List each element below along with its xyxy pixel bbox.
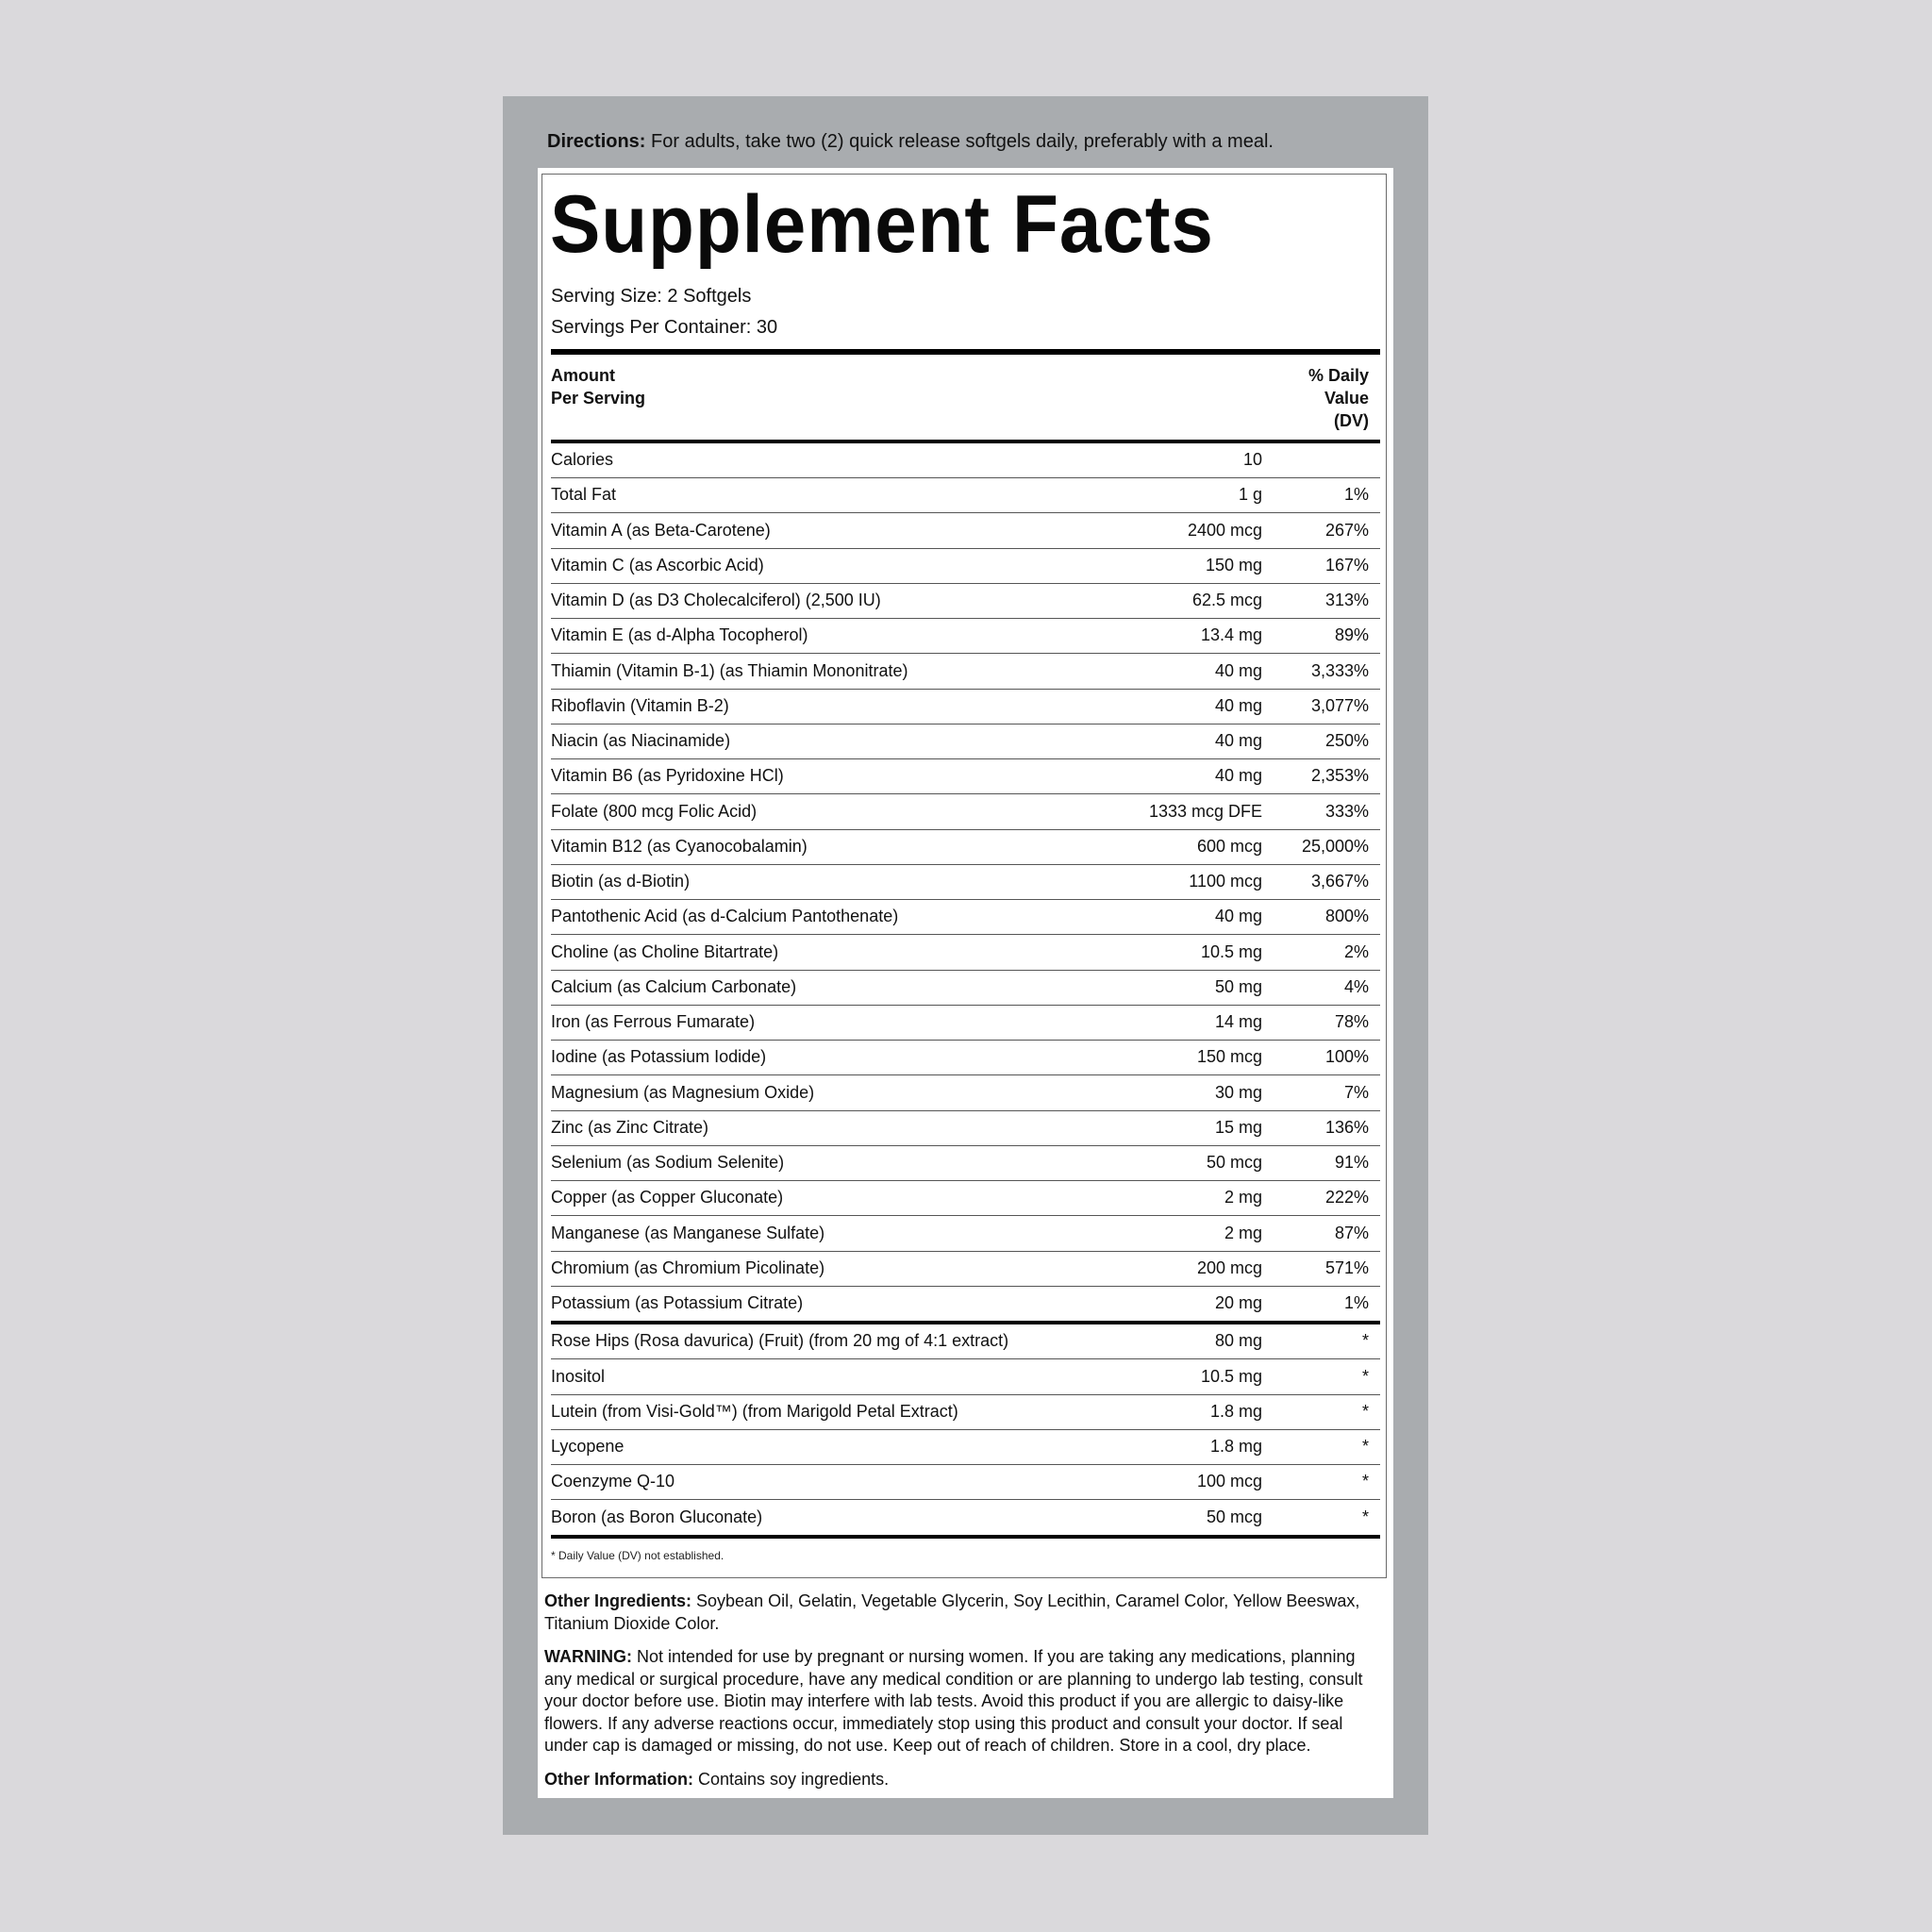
row-name: Calcium (as Calcium Carbonate)	[551, 976, 797, 996]
table-row	[551, 1041, 1380, 1075]
row-dv: 167%	[1324, 555, 1369, 575]
dv-header-line3: (DV)	[1334, 411, 1369, 430]
row-name: Rose Hips (Rosa davurica) (Fruit) (from 20 mg of 4:1 extract)	[551, 1331, 1009, 1351]
row-name: Iodine (as Potassium Iodide)	[551, 1047, 767, 1067]
row-name: Choline (as Choline Bitartrate)	[551, 941, 779, 961]
row-name: Manganese (as Manganese Sulfate)	[551, 1223, 825, 1242]
row-amount: 1 g	[1238, 485, 1262, 505]
table-row	[551, 724, 1380, 759]
table-row	[551, 1501, 1380, 1536]
amount-header-line2: Per Serving	[551, 389, 646, 408]
row-amount: 150 mg	[1205, 555, 1262, 575]
table-row	[551, 830, 1380, 865]
row-name: Niacin (as Niacinamide)	[551, 731, 731, 750]
other-information	[544, 1769, 1387, 1791]
warning-text: Not intended for use by pregnant or nursing women. If you are taking any medications, planning any medical or surgical procedure, have any medical condition or are planning to undergo lab testing, consult your doctor before use. Biotin may interfere with lab tests. Avoid this product if you are allergic to daisy-like flowers. If any adverse reactions occur, immediately stop using this product and consult your doctor. If seal under cap is damaged or missing, do not use. Keep out of reach of children. Store in a cool, dry place.	[544, 1647, 1363, 1755]
row-amount: 40 mg	[1214, 907, 1262, 926]
other-information-text: Contains soy ingredients.	[693, 1770, 890, 1789]
row-dv: 3,667%	[1310, 872, 1369, 891]
directions-label: Directions:	[547, 131, 646, 152]
row-dv: *	[1361, 1507, 1369, 1526]
other-information-label: Other Information:	[544, 1770, 693, 1789]
dv-header-line2: Value	[1324, 389, 1369, 408]
row-name: Calories	[551, 450, 614, 469]
row-name: Copper (as Copper Gluconate)	[551, 1188, 784, 1208]
row-name: Vitamin A (as Beta-Carotene)	[551, 520, 771, 540]
row-amount: 2 mg	[1224, 1223, 1262, 1242]
row-dv: 333%	[1324, 801, 1369, 821]
row-amount: 600 mcg	[1196, 836, 1262, 856]
row-name: Vitamin D (as D3 Cholecalciferol) (2,500 IU)	[551, 591, 881, 609]
row-amount: 30 mg	[1214, 1082, 1262, 1102]
row-dv: 78%	[1334, 1012, 1369, 1031]
row-name: Boron (as Boron Gluconate)	[551, 1507, 763, 1526]
table-row	[551, 936, 1380, 971]
row-name: Selenium (as Sodium Selenite)	[551, 1153, 785, 1172]
page-title: Supplement Facts	[550, 179, 1214, 270]
row-amount: 80 mg	[1214, 1331, 1262, 1351]
table-row	[551, 759, 1380, 794]
table-row	[551, 1360, 1380, 1395]
row-dv: *	[1361, 1331, 1369, 1351]
row-name: Vitamin E (as d-Alpha Tocopherol)	[551, 625, 808, 645]
row-amount: 2400 mcg	[1187, 520, 1262, 540]
row-dv: 89%	[1334, 625, 1369, 645]
dv-footnote: * Daily Value (DV) not established.	[551, 1549, 724, 1562]
row-amount: 1100 mcg	[1189, 872, 1262, 891]
table-row	[551, 1252, 1380, 1287]
row-amount: 10.5 mg	[1200, 941, 1262, 961]
table-row	[551, 1465, 1380, 1500]
table-row	[551, 900, 1380, 935]
row-name: Pantothenic Acid (as d-Calcium Pantothenate)	[551, 907, 899, 926]
row-amount: 1.8 mg	[1209, 1437, 1262, 1456]
row-amount: 50 mcg	[1206, 1153, 1262, 1172]
row-name: Folate (800 mcg Folic Acid)	[551, 801, 758, 821]
row-amount: 40 mg	[1214, 766, 1262, 786]
table-row	[551, 690, 1380, 724]
table-row	[551, 1146, 1380, 1181]
row-dv: 1%	[1343, 1293, 1369, 1312]
table-row	[551, 1287, 1380, 1322]
row-amount: 1333 mcg DFE	[1148, 801, 1262, 821]
table-row	[551, 1181, 1380, 1216]
row-dv: 4%	[1343, 976, 1369, 996]
row-dv: *	[1361, 1472, 1369, 1491]
row-name: Coenzyme Q-10	[551, 1472, 675, 1491]
row-name: Zinc (as Zinc Citrate)	[551, 1117, 709, 1137]
table-row	[551, 443, 1380, 478]
table-row	[551, 1395, 1380, 1430]
row-amount: 100 mcg	[1196, 1472, 1262, 1491]
row-dv: 25,000%	[1301, 836, 1369, 856]
warning-label: WARNING:	[544, 1647, 632, 1666]
table-row	[551, 1111, 1380, 1146]
row-name: Chromium (as Chromium Picolinate)	[551, 1257, 825, 1277]
row-name: Lycopene	[551, 1437, 625, 1456]
row-dv: 2%	[1343, 941, 1369, 961]
row-dv: 800%	[1324, 907, 1369, 926]
row-name: Riboflavin (Vitamin B-2)	[551, 695, 729, 715]
table-row	[551, 619, 1380, 654]
row-amount: 15 mg	[1214, 1117, 1262, 1137]
row-amount: 40 mg	[1214, 660, 1262, 680]
servings-per-container: Servings Per Container: 30	[551, 317, 778, 338]
dv-header-line1: % Daily	[1307, 366, 1369, 385]
other-ingredients-text: Soybean Oil, Gelatin, Vegetable Glycerin, Soy Lecithin, Caramel Color, Yellow Beeswax, Titanium Dioxide Color.	[544, 1591, 1360, 1633]
table-row	[551, 1006, 1380, 1041]
row-dv: 250%	[1324, 731, 1369, 750]
table-row	[551, 795, 1380, 830]
row-dv: 313%	[1324, 591, 1369, 609]
row-name: Vitamin B12 (as Cyanocobalamin)	[551, 836, 808, 856]
row-amount: 1.8 mg	[1209, 1401, 1262, 1421]
table-row	[551, 971, 1380, 1006]
table-row	[551, 1076, 1380, 1111]
table-row	[551, 1430, 1380, 1465]
row-dv: 2,353%	[1310, 766, 1369, 786]
row-amount: 2 mg	[1224, 1188, 1262, 1208]
row-amount: 50 mg	[1214, 976, 1262, 996]
row-amount: 200 mcg	[1196, 1257, 1262, 1277]
row-amount: 40 mg	[1214, 695, 1262, 715]
row-dv: *	[1361, 1437, 1369, 1456]
row-dv: *	[1361, 1366, 1369, 1386]
row-dv: 1%	[1343, 485, 1369, 505]
row-name: Iron (as Ferrous Fumarate)	[551, 1012, 756, 1031]
table-row	[551, 514, 1380, 549]
row-name: Biotin (as d-Biotin)	[551, 872, 691, 891]
directions-text: For adults, take two (2) quick release softgels daily, preferably with a meal.	[645, 131, 1274, 152]
thick-rule-top	[551, 349, 1380, 355]
table-row	[551, 584, 1380, 619]
row-dv: 87%	[1334, 1223, 1369, 1242]
row-dv: 267%	[1324, 520, 1369, 540]
row-dv: 7%	[1343, 1082, 1369, 1102]
daily-value-header	[1236, 364, 1369, 432]
row-name: Vitamin C (as Ascorbic Acid)	[551, 555, 764, 575]
row-name: Vitamin B6 (as Pyridoxine HCl)	[551, 766, 784, 786]
row-name: Potassium (as Potassium Citrate)	[551, 1293, 804, 1312]
row-dv: 136%	[1324, 1117, 1369, 1137]
serving-size: Serving Size: 2 Softgels	[551, 286, 752, 307]
amount-header-line1: Amount	[551, 366, 615, 385]
row-dv: 3,333%	[1310, 660, 1369, 680]
row-dv: 91%	[1334, 1153, 1369, 1172]
row-amount: 20 mg	[1214, 1293, 1262, 1312]
row-name: Magnesium (as Magnesium Oxide)	[551, 1082, 815, 1102]
row-dv: 100%	[1324, 1047, 1369, 1067]
table-row	[551, 1324, 1380, 1359]
row-dv: 222%	[1324, 1188, 1369, 1208]
row-dv: 571%	[1324, 1257, 1369, 1277]
row-dv: *	[1361, 1401, 1369, 1421]
row-amount: 10.5 mg	[1200, 1366, 1262, 1386]
row-dv: 3,077%	[1310, 695, 1369, 715]
row-amount: 10	[1242, 450, 1262, 469]
row-name: Thiamin (Vitamin B-1) (as Thiamin Mononitrate)	[551, 660, 908, 680]
table-row	[551, 478, 1380, 513]
bottom-rule	[551, 1535, 1380, 1539]
directions	[547, 129, 1396, 154]
warning	[544, 1646, 1387, 1757]
row-amount: 50 mcg	[1206, 1507, 1262, 1526]
table-row	[551, 549, 1380, 584]
row-amount: 40 mg	[1214, 731, 1262, 750]
row-amount: 150 mcg	[1196, 1047, 1262, 1067]
row-name: Total Fat	[551, 485, 617, 505]
amount-per-serving-header	[551, 364, 740, 409]
table-row	[551, 655, 1380, 690]
other-ingredients	[544, 1591, 1387, 1635]
row-amount: 13.4 mg	[1200, 625, 1262, 645]
table-row	[551, 865, 1380, 900]
row-name: Inositol	[551, 1366, 606, 1386]
row-amount: 14 mg	[1214, 1012, 1262, 1031]
row-amount: 62.5 mcg	[1191, 591, 1262, 609]
other-ingredients-label: Other Ingredients:	[544, 1591, 692, 1610]
row-name: Lutein (from Visi-Gold™) (from Marigold Petal Extract)	[551, 1401, 958, 1421]
table-row	[551, 1217, 1380, 1252]
